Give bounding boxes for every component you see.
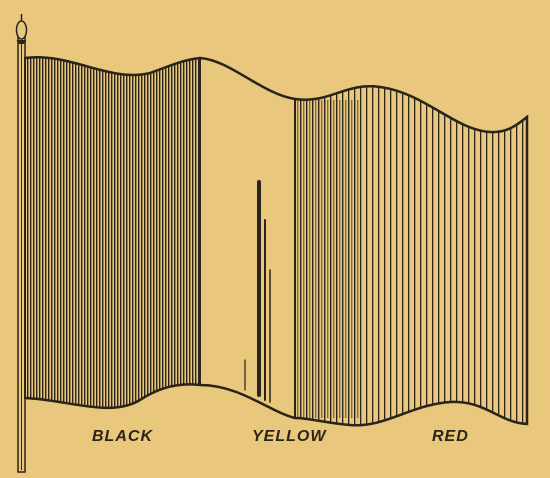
red-shading-overlay <box>296 100 360 418</box>
label-yellow: YELLOW <box>252 428 327 445</box>
stripe-yellow <box>200 58 295 418</box>
label-red: RED <box>432 428 469 445</box>
flagpole <box>18 36 25 472</box>
stripe-black <box>25 57 200 408</box>
label-black: BLACK <box>92 428 153 445</box>
